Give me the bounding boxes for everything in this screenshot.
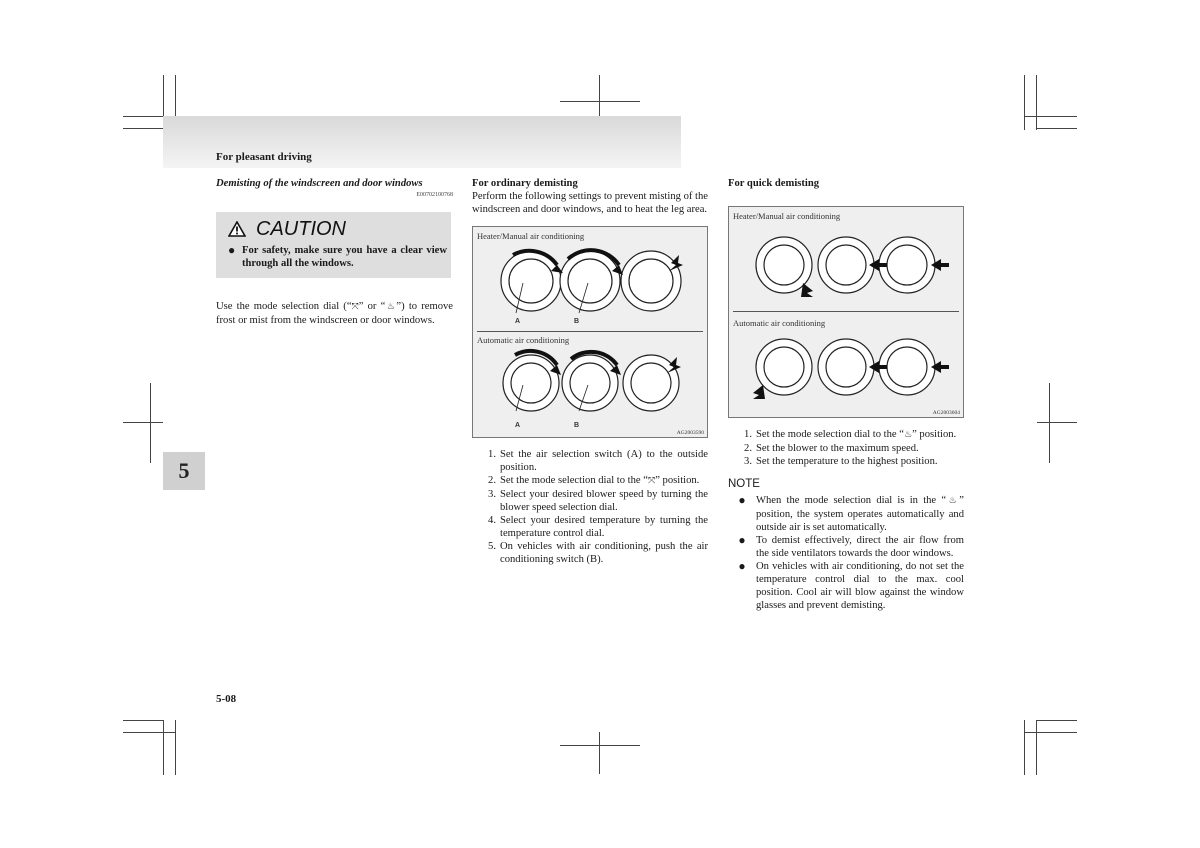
bullet-icon: ● bbox=[738, 559, 746, 573]
bullet-icon: ● bbox=[228, 243, 236, 257]
intro-text-3: ”) to remove frost or mist from the windscreen or door windows. bbox=[216, 301, 453, 326]
figure-label-b: B bbox=[574, 318, 580, 325]
figure-caption-heater: Heater/Manual air conditioning bbox=[477, 231, 585, 241]
page-number: 5-08 bbox=[216, 693, 237, 705]
quick-figure bbox=[728, 206, 964, 418]
section-code: E00702100768 bbox=[416, 192, 453, 198]
quick-auto-illustration bbox=[729, 329, 963, 407]
quick-steps bbox=[728, 428, 964, 468]
caution-item-text: For safety, make sure you have a clear view through all the windows. bbox=[242, 245, 447, 269]
caution-word: CAUTION bbox=[256, 217, 346, 240]
figure-code: AG2003590 bbox=[676, 430, 704, 436]
foot-windscreen-icon: ⤧ bbox=[647, 476, 656, 486]
figure-caption-heater: Heater/Manual air conditioning bbox=[733, 211, 841, 221]
figure-label-b-2: B bbox=[574, 422, 580, 429]
ordinary-title: For ordinary demisting bbox=[472, 178, 578, 189]
auto-panel-illustration bbox=[473, 345, 707, 419]
ordinary-text: Perform the following settings to prevent misting of the windscreen and door windows, and to heat the leg area. bbox=[472, 191, 708, 215]
figure-label-a: A bbox=[515, 318, 521, 325]
list-item: 5. On vehicles with air conditioning, push the air conditioning switch (B). bbox=[488, 541, 708, 565]
foot-windscreen-icon: ⤧ bbox=[351, 302, 359, 312]
column-right bbox=[728, 177, 964, 612]
bullet-icon: ● bbox=[738, 493, 746, 507]
list-item: 3. Select your desired blower speed by turning the blower speed selection dial. bbox=[488, 489, 708, 513]
caution-item bbox=[216, 240, 451, 274]
intro-text-2: ” or “ bbox=[358, 301, 386, 312]
quick-title: For quick demisting bbox=[728, 178, 820, 189]
list-item: ● When the mode selection dial is in the “♨” position, the system operates automatically and outside air is set automatically. bbox=[728, 494, 964, 534]
list-item: 4. Select your desired temperature by turning the temperature control dial. bbox=[488, 515, 708, 539]
heater-panel-illustration bbox=[473, 241, 707, 331]
ordinary-figure bbox=[472, 226, 708, 438]
note-heading: NOTE bbox=[728, 478, 760, 490]
warning-triangle-icon bbox=[228, 221, 246, 237]
windscreen-defrost-icon: ♨ bbox=[385, 302, 397, 312]
chapter-tab: 5 bbox=[163, 452, 205, 490]
list-item: 2. Set the mode selection dial to the “⤧” position. bbox=[488, 475, 700, 486]
page-header-title: For pleasant driving bbox=[216, 151, 312, 163]
windscreen-defrost-icon: ♨ bbox=[903, 430, 913, 440]
list-item: ● To demist effectively, direct the air flow from the side ventilators towards the door windows. bbox=[728, 534, 964, 560]
figure-caption-auto: Automatic air conditioning bbox=[477, 335, 570, 345]
list-item: 2. Set the blower to the maximum speed. bbox=[744, 443, 919, 454]
intro-text-1: Use the mode selection dial (“ bbox=[216, 301, 352, 312]
figure-divider bbox=[477, 331, 703, 332]
caution-header bbox=[216, 212, 451, 240]
column-left bbox=[216, 177, 453, 327]
figure-code: AG2003604 bbox=[932, 410, 960, 416]
quick-heater-illustration bbox=[729, 225, 963, 305]
column-middle bbox=[472, 177, 708, 566]
bullet-icon: ● bbox=[738, 533, 746, 547]
caution-box bbox=[216, 212, 451, 278]
figure-label-a-2: A bbox=[515, 422, 521, 429]
figure-caption-auto: Automatic air conditioning bbox=[733, 318, 826, 328]
intro-paragraph bbox=[216, 300, 453, 327]
section-title: Demisting of the windscreen and door windows bbox=[216, 178, 423, 189]
list-item: ● On vehicles with air conditioning, do not set the temperature control dial to the max. cool position. Cool air will blow against the window glasses and prevent demisting. bbox=[728, 560, 964, 612]
figure-divider bbox=[733, 311, 959, 312]
list-item: 1. Set the mode selection dial to the “♨” position. bbox=[744, 429, 957, 440]
windscreen-defrost-icon: ♨ bbox=[946, 496, 960, 506]
ordinary-steps bbox=[472, 448, 708, 566]
list-item: 1. Set the air selection switch (A) to the outside position. bbox=[488, 449, 708, 473]
note-list bbox=[728, 494, 964, 612]
list-item: 3. Set the temperature to the highest position. bbox=[744, 456, 938, 467]
